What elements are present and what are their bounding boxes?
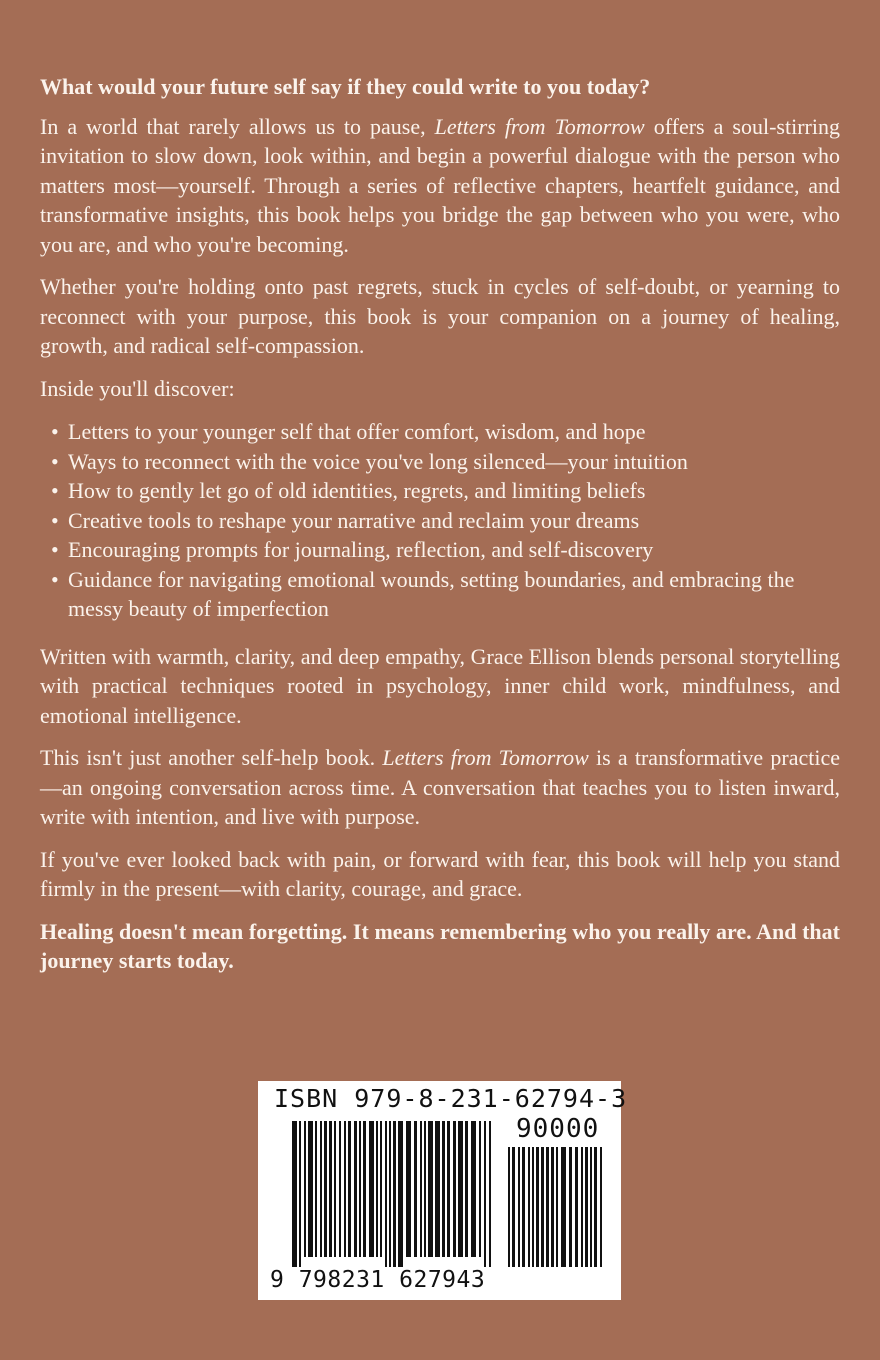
barcode-bar — [518, 1147, 520, 1267]
paragraph-whether: Whether you're holding onto past regrets, stuck in cycles of self-doubt, or yearning to reconnect with your purpose, this book is your companion on a journey of healing, growth, and radical self-compassion. — [40, 274, 840, 358]
ean-digits: 9 798231 627943 — [270, 1267, 486, 1293]
barcode-bar — [484, 1121, 486, 1267]
barcode-bar — [389, 1121, 391, 1267]
barcode-bar — [479, 1121, 481, 1257]
book-title: Letters from Tomorrow — [382, 745, 589, 770]
barcode-bar — [320, 1121, 322, 1257]
barcode-bar — [385, 1121, 387, 1267]
barcode-bar — [428, 1121, 433, 1257]
barcode-bar — [512, 1147, 515, 1267]
barcode-bar — [561, 1147, 566, 1267]
barcode-bar — [532, 1147, 534, 1267]
barcode-bar — [329, 1121, 332, 1257]
barcode-bar — [465, 1121, 468, 1257]
barcode-bar — [435, 1121, 440, 1257]
discover-list — [40, 417, 840, 624]
barcode-bar — [359, 1121, 361, 1257]
paragraph-practice-rest: is a transformative practice—an ongoing conversation across time. A conversation that teaches you to listen inward, write with intention, and live with purpose. — [40, 745, 840, 829]
barcode-bar — [299, 1121, 301, 1267]
blurb — [40, 72, 840, 989]
barcode-bar — [398, 1121, 403, 1267]
price-code: 90000 — [516, 1114, 600, 1144]
barcode-bar — [541, 1147, 544, 1267]
list-intro: Inside you'll discover: — [40, 375, 235, 401]
list-item: • Ways to reconnect with the voice you've long silenced—your intuition — [40, 447, 840, 477]
barcode-bar — [369, 1121, 374, 1257]
barcode-bar — [522, 1147, 525, 1267]
barcode-bar — [380, 1121, 382, 1257]
paragraph-intro — [40, 112, 840, 260]
paragraph-practice — [40, 743, 840, 832]
barcode-bar — [453, 1121, 456, 1257]
barcode-bar — [585, 1147, 588, 1267]
barcode-bar — [594, 1147, 597, 1267]
list-item: • Letters to your younger self that offer comfort, wisdom, and hope — [40, 417, 840, 447]
barcode-bar — [458, 1121, 463, 1257]
list-item: • Encouraging prompts for journaling, reflection, and self-discovery — [40, 535, 840, 565]
barcode-bar — [508, 1147, 510, 1267]
paragraph-intro-start: In a world that rarely allows us to pause, — [40, 113, 435, 139]
barcode-bar — [334, 1121, 336, 1257]
book-title: Letters from Tomorrow — [434, 113, 645, 139]
barcode-bar — [447, 1121, 450, 1257]
barcode-bar — [376, 1121, 378, 1257]
barcode-bar — [546, 1147, 549, 1267]
barcode-bar — [424, 1121, 426, 1257]
barcode-bar — [556, 1147, 558, 1267]
barcode-bar — [575, 1147, 578, 1267]
barcode-bar — [406, 1121, 411, 1257]
barcode-bar — [315, 1121, 317, 1257]
barcode-bar — [569, 1147, 572, 1267]
barcode-bar — [363, 1121, 366, 1257]
barcode-bar — [292, 1121, 297, 1267]
isbn-label: ISBN 979-8-231-62794-3 — [274, 1084, 628, 1113]
barcode-bar — [471, 1121, 476, 1257]
paragraph-present: If you've ever looked back with pain, or forward with fear, this book will help you stand firmly in the present—with clarity, courage, and grace. — [40, 846, 840, 901]
list-item: • Creative tools to reshape your narrative and reclaim your dreams — [40, 506, 840, 536]
barcode-bar — [489, 1121, 491, 1267]
barcode-bar — [354, 1121, 357, 1257]
list-item: • How to gently let go of old identities, regrets, and limiting beliefs — [40, 476, 840, 506]
barcode-bar — [420, 1121, 422, 1257]
list-item: • Guidance for navigating emotional wounds, setting boundaries, and embracing the messy beauty of imperfection — [40, 565, 840, 624]
barcode-bar — [339, 1121, 341, 1257]
paragraph-practice-start: This isn't just another self-help book. — [40, 745, 383, 770]
barcode-bar — [344, 1121, 346, 1257]
barcode-bar — [581, 1147, 583, 1267]
closing-statement: Healing doesn't mean forgetting. It means remembering who you really are. And that journey starts today. — [40, 918, 840, 973]
barcode-bar — [324, 1121, 327, 1257]
barcode-bar — [393, 1121, 396, 1267]
isbn-barcode — [258, 1081, 628, 1300]
barcode-bar — [590, 1147, 592, 1267]
paragraph-intro-rest: offers a soul-stirring invitation to slow down, look within, and begin a powerful dialogue with the person who matters most—yourself. Through a series of reflective chapters, heartfelt guidance, and transformative insights, this book helps you bridge the gap between who you were, who you are, and who you're becoming. — [40, 113, 840, 257]
barcode-bar — [304, 1121, 306, 1257]
barcode-bar — [551, 1147, 554, 1267]
barcode-bar — [528, 1147, 530, 1267]
barcode-bar — [600, 1147, 602, 1267]
lead-question: What would your future self say if they could write to you today? — [40, 74, 651, 99]
barcode-bar — [414, 1121, 417, 1257]
paragraph-author: Written with warmth, clarity, and deep empathy, Grace Ellison blends personal storytelling with practical techniques rooted in psychology, inner child work, mindfulness, and emotional intelligence. — [40, 643, 840, 728]
barcode-bar — [536, 1147, 539, 1267]
barcode-bar — [308, 1121, 313, 1257]
barcode-bar — [442, 1121, 445, 1257]
barcode-bar — [348, 1121, 351, 1257]
